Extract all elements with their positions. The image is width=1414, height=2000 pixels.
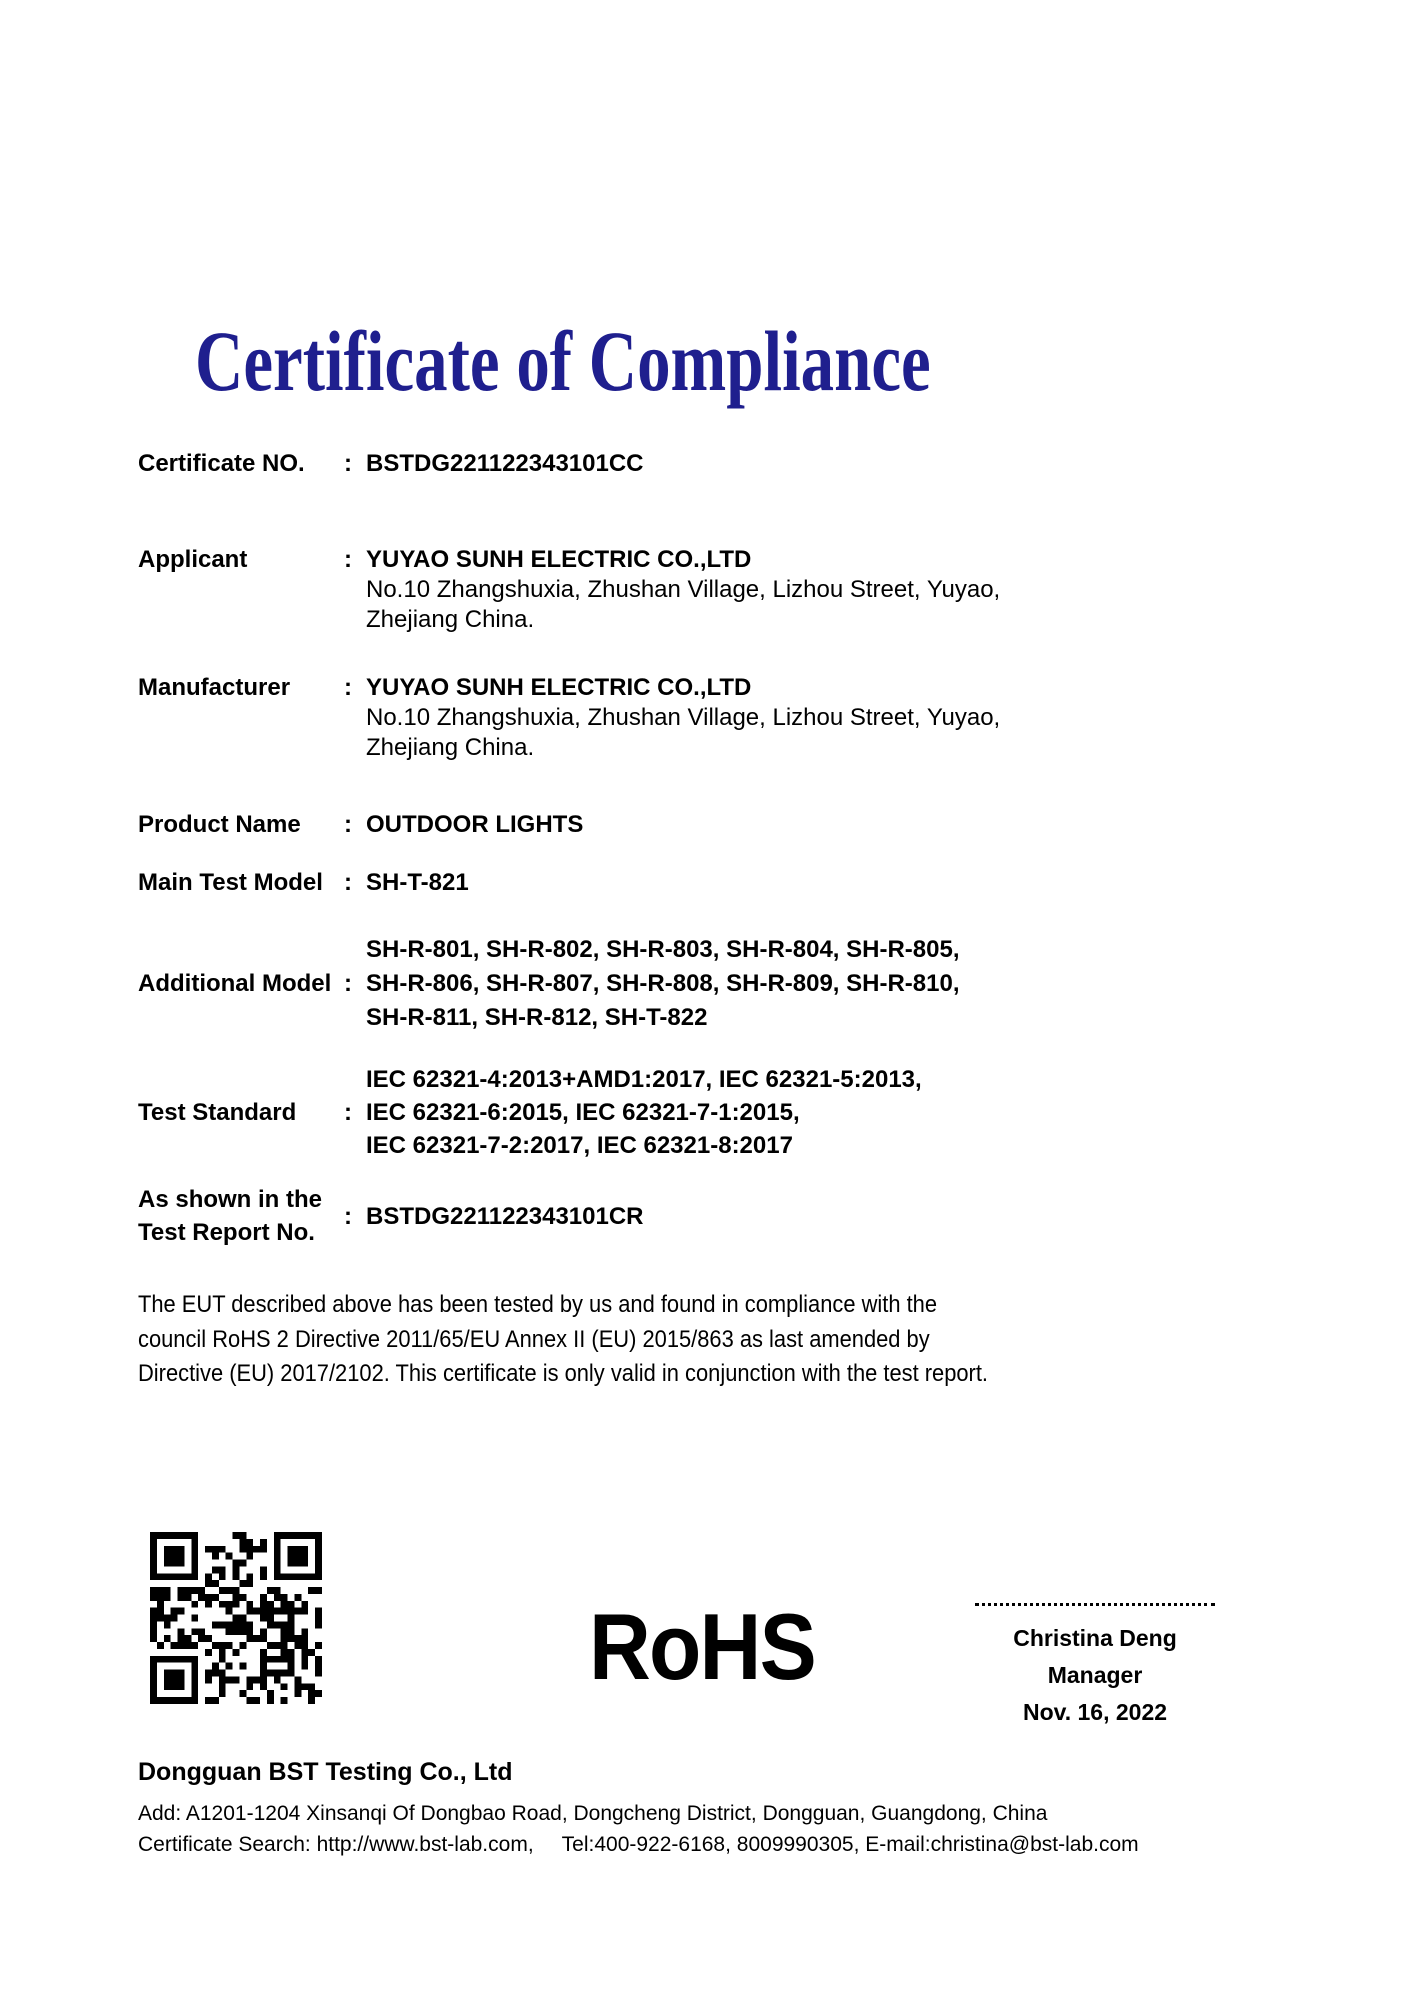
field-row-product-name [138, 810, 988, 840]
qr-code [150, 1532, 322, 1704]
field-colon: : [344, 674, 352, 701]
field-row-main-test-model [138, 868, 988, 898]
field-label: Certificate NO. [138, 450, 305, 477]
field-row-test-report-no [138, 1183, 988, 1249]
field-value: YUYAO SUNH ELECTRIC CO.,LTD No.10 Zhangshuxia, Zhushan Village, Lizhou Street, Yuyao, Zhejiang China. [366, 546, 1001, 633]
field-row-certificate-no [138, 449, 988, 479]
field-row-test-standard [138, 1063, 988, 1162]
field-colon: : [344, 450, 352, 477]
field-row-additional-model [138, 933, 988, 1035]
field-colon: : [344, 970, 352, 997]
signature-date: Nov. 16, 2022 [1022, 1699, 1168, 1725]
certificate-search-url: Certificate Search: http://www.bst-lab.com, [138, 1833, 534, 1856]
field-colon: : [344, 546, 352, 573]
field-label: Additional Model [138, 970, 332, 997]
lab-contact-line [138, 1832, 1139, 1857]
field-colon: : [344, 1099, 352, 1126]
signature-dotted-line [975, 1603, 1215, 1606]
field-row-applicant [138, 545, 1001, 635]
signatory-role: Manager [1047, 1662, 1143, 1688]
field-label: Manufacturer [138, 674, 291, 701]
field-label: Main Test Model [138, 869, 323, 896]
lab-address: Add: A1201-1204 Xinsanqi Of Dongbao Road, Dongcheng District, Dongguan, Guangdong, China [138, 1802, 1048, 1825]
field-label: Test Standard [138, 1099, 297, 1126]
field-value: SH-T-821 [366, 869, 469, 896]
rohs-logo: RoHS [589, 1594, 815, 1699]
field-row-manufacturer [138, 673, 1001, 763]
field-label: Product Name [138, 811, 301, 838]
field-value: YUYAO SUNH ELECTRIC CO.,LTD No.10 Zhangshuxia, Zhushan Village, Lizhou Street, Yuyao, Zhejiang China. [366, 674, 1001, 761]
field-value: IEC 62321-4:2013+AMD1:2017, IEC 62321-5:2013, IEC 62321-6:2015, IEC 62321-7-1:2015, IEC 62321-7-2:2017, IEC 62321-8:2017 [366, 1066, 922, 1159]
page-title: Certificate of Compliance [195, 313, 931, 409]
lab-company-name: Dongguan BST Testing Co., Ltd [138, 1758, 513, 1786]
compliance-statement: The EUT described above has been tested by us and found in compliance with the council RoHS 2 Directive 2011/65/EU Annex II (EU) 2015/863 as last amended by Directive (EU) 2017/2102. This certificate is only valid in conjunction with the test report. [138, 1291, 988, 1387]
field-label: As shown in the Test Report No. [138, 1186, 323, 1246]
field-colon: : [344, 1202, 352, 1230]
signatory-name: Christina Deng [1013, 1625, 1177, 1651]
field-colon: : [344, 811, 352, 838]
field-value: BSTDG221122343101CC [366, 450, 644, 477]
field-colon: : [344, 869, 352, 896]
field-value: SH-R-801, SH-R-802, SH-R-803, SH-R-804, SH-R-805, SH-R-806, SH-R-807, SH-R-808, SH-R-809, SH-R-810, SH-R-811, SH-R-812, SH-T-822 [366, 936, 960, 1031]
field-value: OUTDOOR LIGHTS [366, 811, 584, 838]
field-label: Applicant [138, 546, 248, 573]
lab-phone-email: Tel:400-922-6168, 8009990305, E-mail:christina@bst-lab.com [561, 1833, 1139, 1856]
signature-block [975, 1603, 1215, 1731]
field-value: BSTDG221122343101CR [366, 1202, 644, 1230]
